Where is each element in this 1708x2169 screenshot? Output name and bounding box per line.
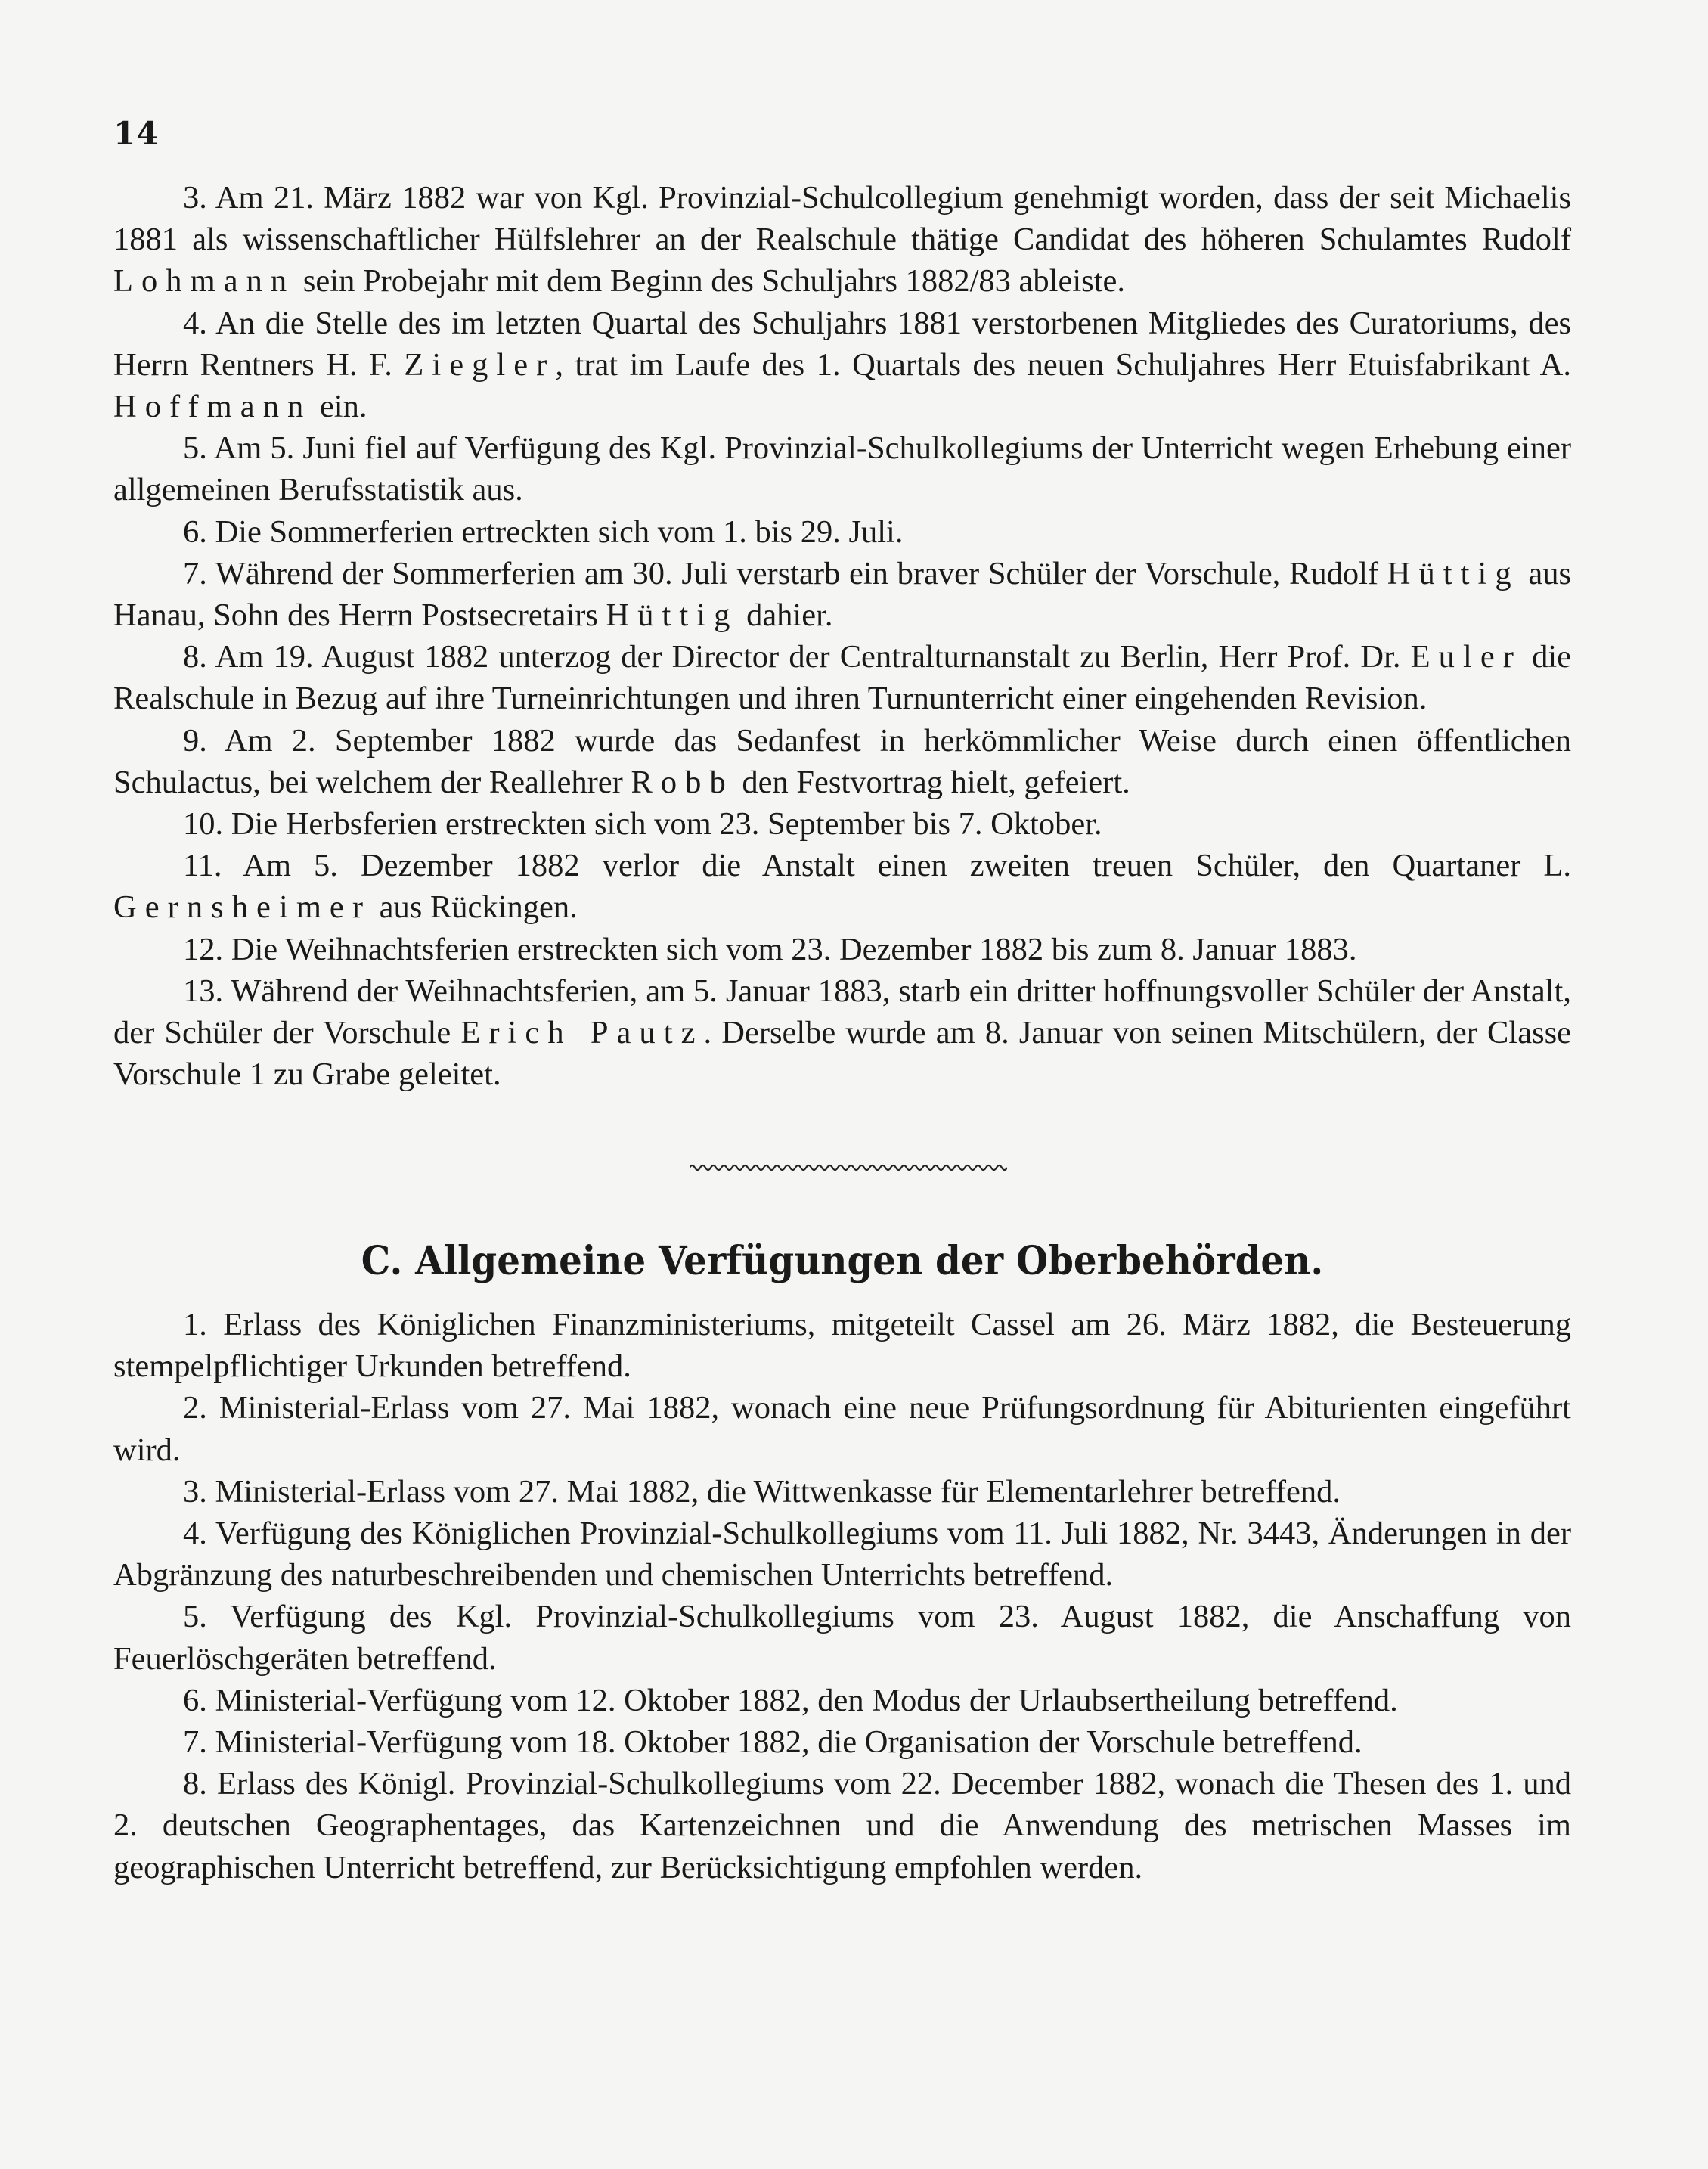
text-run: den Festvortrag hielt, gefeiert. [733,764,1130,800]
ordinance-item: 4. Verfügung des Königlichen Provinzial-Schulkollegiums vom 11. Juli 1882, Nr. 3443, Änderungen in der Abgränzung des naturbeschreibenden und chemischen Unterrichts betreffend. [113,1516,1571,1593]
spaced-name: Erich Pautz [460,1015,704,1051]
text-run: dahier. [738,597,833,634]
wavy-divider [690,1162,1007,1174]
chronicle-item [113,427,1571,510]
chronicle-item [113,636,1571,719]
text-run: 13. Während der Weihnachtsferien, am 5. Januar 1883, starb ein dritter hoffnungsvoller Schüler der Anstalt, der Schüler der Vorschule [113,973,1571,1051]
chronicle-item [113,970,1571,1096]
text-run: 4. An die Stelle des im letzten Quartal des Schuljahrs 1881 verstorbenen Mitgliedes des Curatoriums, des Herrn Rentners H. F. [113,305,1571,383]
chronicle-item [113,803,1571,845]
spaced-name: Hüttig [606,597,739,634]
chronicle-item [113,553,1571,636]
chronicle-item [113,177,1571,303]
chronicle-list [113,177,1571,1095]
ordinance-list [113,1304,1571,1888]
ordinance-item: 1. Erlass des Königlichen Finanzministeriums, mitgeteilt Cassel am 26. März 1882, die Besteuerung stempelpflichtiger Urkunden betreffend. [113,1307,1571,1385]
text-run: 11. Am 5. Dezember 1882 verlor die Anstalt einen zweiten treuen Schüler, den Quartaner L. [183,848,1571,884]
text-run: 8. Am 19. August 1882 unterzog der Director der Centralturnanstalt zu Berlin, Herr Prof. Dr. [183,639,1411,675]
chronicle-item [113,929,1571,970]
text-run: 9. Am 2. September 1882 wurde das Sedanfest in herkömmlicher Weise durch einen öffentlichen Schulactus, bei welchem der Reallehrer [113,722,1571,800]
chronicle-item [113,511,1571,553]
ordinance-item: 8. Erlass des Königl. Provinzial-Schulkollegiums vom 22. December 1882, wonach die Thesen des 1. und 2. deutschen Geographentages, das Kartenzeichnen und die Anwendung des metrischen Masses im geographischen Unterricht betreffend, zur Berücksichtigung empfohlen werden. [113,1766,1571,1885]
text-run: 5. Am 5. Juni fiel auf Verfügung des Kgl. Provinzial-Schulkollegiums der Unterricht wegen Erhebung einer allgemeinen Berufsstatistik aus. [113,430,1571,508]
text-run: 6. Die Sommerferien ertreckten sich vom 1. bis 29. Juli. [183,514,904,550]
ordinance-item: 5. Verfügung des Kgl. Provinzial-Schulkollegiums vom 23. August 1882, die Anschaffung von Feuerlöschgeräten betreffend. [113,1599,1571,1677]
spaced-name: Robb [631,764,734,800]
chronicle-item [113,845,1571,928]
ordinance-item: 7. Ministerial-Verfügung vom 18. Oktober 1882, die Organisation der Vorschule betreffend. [183,1724,1362,1761]
text-run: , trat im Laufe des 1. Quartals des neuen Schuljahres Herr Etuisfabrikant A. [555,346,1571,383]
spaced-name: Euler [1410,639,1522,675]
spaced-name: Lohmann [113,263,296,299]
text-run: die Realschule in Bezug auf ihre Turneinrichtungen und ihren Turnunterricht einer eingehenden Revision. [113,639,1571,717]
text-run: . Derselbe wurde am 8. Januar von seinen Mitschülern, der Classe Vorschule 1 zu Grabe geleitet. [113,1015,1572,1093]
text-run: 7. Während der Sommerferien am 30. Juli verstarb ein braver Schüler der Vorschule, Rudolf [183,555,1387,591]
spaced-name: Hoffmann [113,389,312,425]
spaced-name: Hüttig [1387,555,1520,591]
chronicle-item [113,303,1571,428]
spaced-name: Gernsheimer [113,889,372,926]
text-run: aus Rückingen. [371,889,578,926]
text-run: 10. Die Herbsferien erstreckten sich vom 23. September bis 7. Oktober. [183,806,1102,842]
text-run: 3. Am 21. März 1882 war von Kgl. Provinzial-Schulcollegium genehmigt worden, dass der seit Michaelis 1881 als wissenschaftlicher Hülfslehrer an der Realschule thätige Candidat des höheren Schulamtes Rudolf [113,180,1571,258]
text-run: sein Probejahr mit dem Beginn des Schuljahrs 1882/83 ableiste. [295,263,1125,299]
text-run: aus Hanau, Sohn des Herrn Postsecretairs [113,555,1571,634]
section-heading: C. Allgemeine Verfügungen der Oberbehörden. [361,1238,1324,1284]
chronicle-item [113,720,1571,803]
ordinance-item: 6. Ministerial-Verfügung vom 12. Oktober 1882, den Modus der Urlaubsertheilung betreffend. [183,1682,1398,1718]
ordinance-item: 2. Ministerial-Erlass vom 27. Mai 1882, wonach eine neue Prüfungsordnung für Abiturienten eingeführt wird. [113,1390,1571,1468]
page-number: 14 [113,115,160,152]
ordinance-item: 3. Ministerial-Erlass vom 27. Mai 1882, die Wittwenkasse für Elementarlehrer betreffend. [183,1473,1341,1510]
text-run: 12. Die Weihnachtsferien erstreckten sich vom 23. Dezember 1882 bis zum 8. Januar 1883. [183,931,1357,967]
text-run: ein. [312,389,367,425]
spaced-name: Ziegler [404,346,556,383]
